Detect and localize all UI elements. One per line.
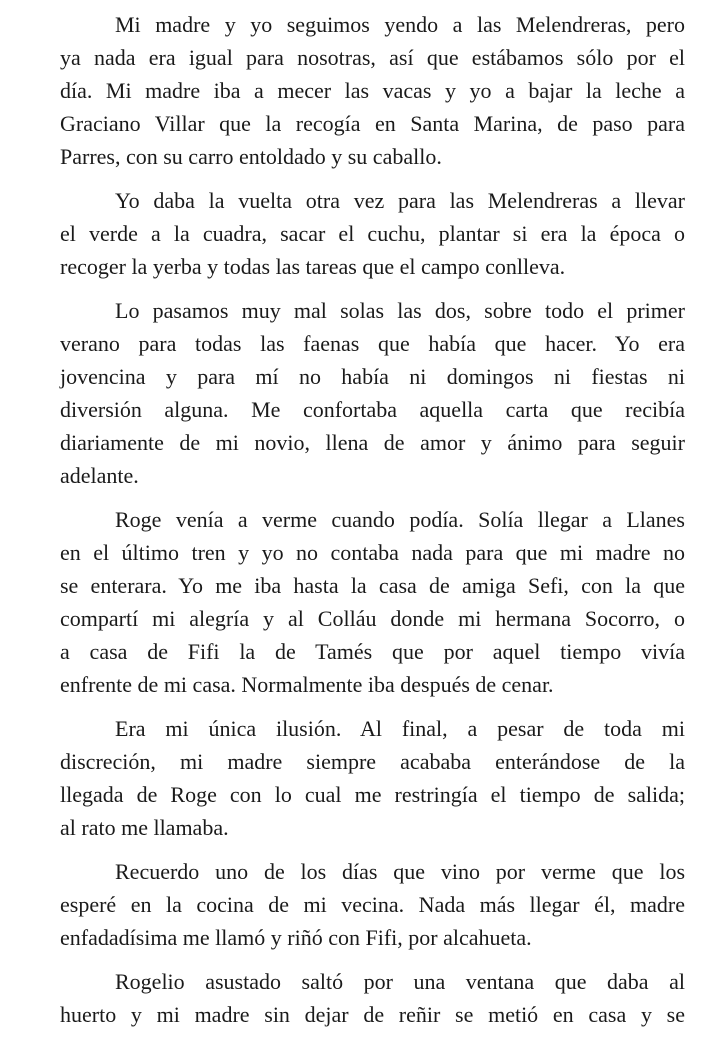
text-line: Yo daba la vuelta otra vez para las Melendreras a llevar — [115, 188, 685, 213]
text-line: diariamente de mi novio, llena de amor y ánimo para seguir — [60, 430, 685, 455]
text-line: recoger la yerba y todas las tareas que el campo conlleva. — [60, 254, 566, 279]
text-line: enfadadísima me llamó y riñó con Fifi, por alcahueta. — [60, 925, 532, 950]
paragraph — [60, 184, 685, 283]
text-line: huerto y mi madre sin dejar de reñir se metió en casa y se — [60, 1002, 685, 1027]
text-line: Mi madre y yo seguimos yendo a las Melendreras, pero — [115, 12, 685, 37]
text-line: el verde a la cuadra, sacar el cuchu, plantar si era la época o — [60, 221, 685, 246]
text-line: llegada de Roge con lo cual me restringía el tiempo de salida; — [60, 782, 685, 807]
paragraph — [60, 712, 685, 844]
text-line: a casa de Fifi la de Tamés que por aquel tiempo vivía — [60, 639, 685, 664]
text-line: diversión alguna. Me confortaba aquella carta que recibía — [60, 397, 685, 422]
paragraph — [60, 294, 685, 492]
text-line: compartí mi alegría y al Colláu donde mi hermana Socorro, o — [60, 606, 685, 631]
text-line: adelante. — [60, 463, 139, 488]
text-line: Lo pasamos muy mal solas las dos, sobre todo el primer — [115, 298, 685, 323]
text-line: esperé en la cocina de mi vecina. Nada más llegar él, madre — [60, 892, 685, 917]
text-line: Roge venía a verme cuando podía. Solía llegar a Llanes — [115, 507, 685, 532]
text-line: jovencina y para mí no había ni domingos ni fiestas ni — [60, 364, 685, 389]
text-line: al rato me llamaba. — [60, 815, 229, 840]
paragraph — [60, 503, 685, 701]
text-line: enfrente de mi casa. Normalmente iba después de cenar. — [60, 672, 554, 697]
paragraph — [60, 8, 685, 173]
text-line: Recuerdo uno de los días que vino por verme que los — [115, 859, 685, 884]
text-line: en el último tren y yo no contaba nada para que mi madre no — [60, 540, 685, 565]
document-page — [60, 8, 685, 1042]
text-line: ya nada era igual para nosotras, así que estábamos sólo por el — [60, 45, 685, 70]
text-line: Graciano Villar que la recogía en Santa Marina, de paso para — [60, 111, 685, 136]
text-line: Era mi única ilusión. Al final, a pesar de toda mi — [115, 716, 685, 741]
text-line: verano para todas las faenas que había que hacer. Yo era — [60, 331, 685, 356]
text-line: Rogelio asustado saltó por una ventana que daba al — [115, 969, 685, 994]
paragraph — [60, 855, 685, 954]
text-line: día. Mi madre iba a mecer las vacas y yo a bajar la leche a — [60, 78, 685, 103]
text-line: se enterara. Yo me iba hasta la casa de amiga Sefi, con la que — [60, 573, 685, 598]
text-line: discreción, mi madre siempre acababa enterándose de la — [60, 749, 685, 774]
paragraph — [60, 965, 685, 1031]
text-line: Parres, con su carro entoldado y su caballo. — [60, 144, 442, 169]
